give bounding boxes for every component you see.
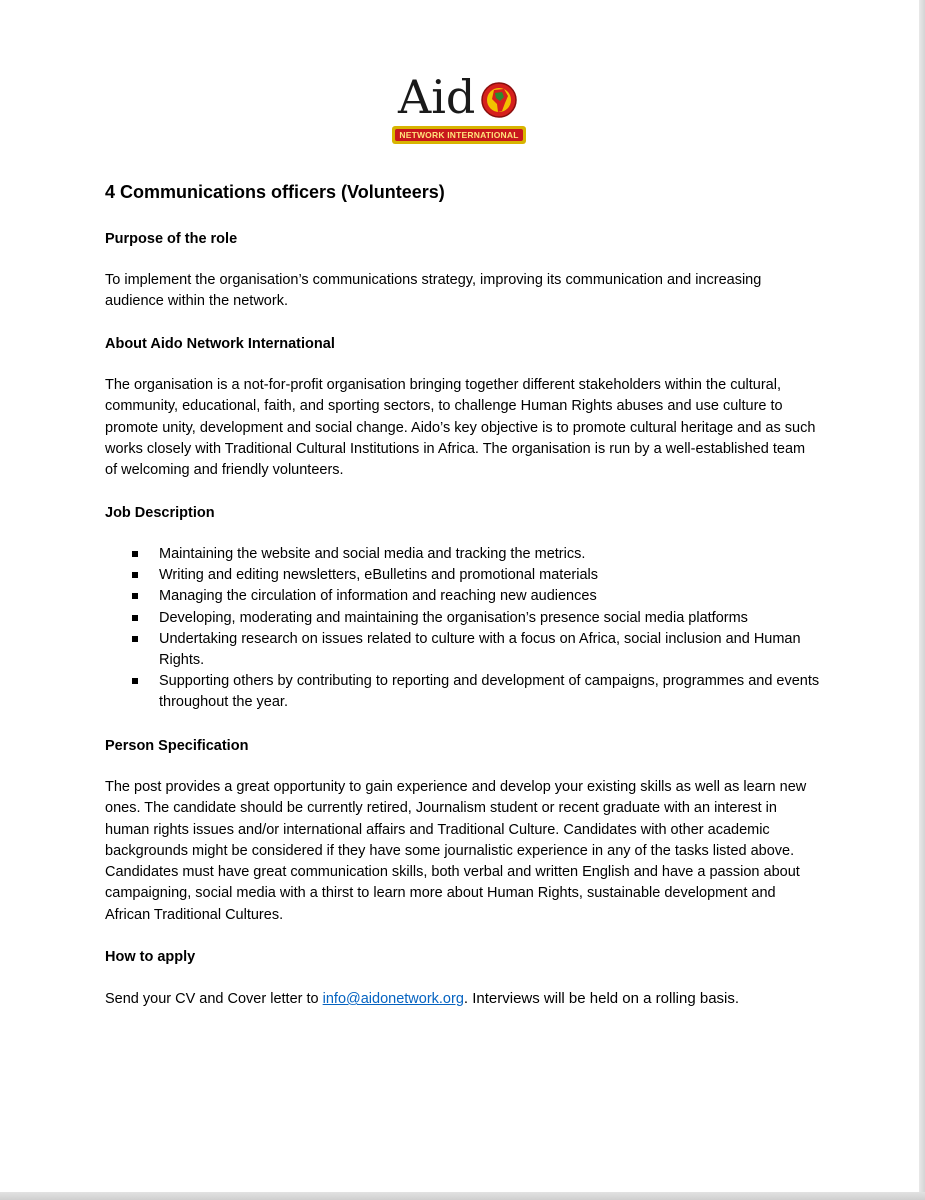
email-link[interactable]: info@aidonetwork.org [322,991,464,1007]
list-item-text: Writing and editing newsletters, eBulletins and promotional materials [159,567,598,584]
list-item-text: Maintaining the website and social media and tracking the metrics. [159,546,586,562]
bullet-icon [132,615,138,621]
list-item-text: Undertaking research on issues related to culture with a focus on Africa, social inclusion and Human Rights. [159,630,801,669]
how-to-apply-text [105,988,785,1010]
logo-banner [392,126,526,144]
job-description-list [105,544,825,714]
person-specification-heading: Person Specification [105,738,249,754]
about-text: The organisation is a not-for-profit organisation bringing together different stakeholders within the cultural, community, educational, faith, and sporting sectors, to challenge Human Rights abuses and use culture to promote unity, development and social change. Aido’s key objective is to promote cultural heritage and as such works closely with Traditional Cultural Institutions in Africa. The organisation is run by a well-established team of welcoming and friendly volunteers. [105,377,816,479]
apply-prefix: Send your CV and Cover letter to [105,991,323,1007]
how-to-apply-heading: How to apply [105,949,196,965]
purpose-heading: Purpose of the role [105,231,238,247]
list-item-text: Supporting others by contributing to reporting and development of campaigns, programmes and events throughout the year. [159,673,820,711]
job-description-heading: Job Description [105,505,215,521]
job-title: 4 Communications officers (Volunteers) [105,182,445,202]
bullet-icon [132,593,138,599]
logo-wordmark: Aid [398,70,476,124]
list-item [105,629,825,671]
person-specification-text: The post provides a great opportunity to gain experience and develop your existing skills as well as learn new ones. The candidate should be currently retired, Journalism student or recent graduate with an interest in human rights issues and/or international affairs and Traditional Culture. Candidates with other academic backgrounds might be considered if they have some journalistic experience in any of the tasks listed above. Candidates must have great communication skills, both verbal and written English and have a passion about campaigning, social media with a thirst to learn more about Human Rights, sustainable development and African Traditional Cultures. [105,779,807,923]
list-item [105,586,825,607]
about-heading: About Aido Network International [105,336,335,352]
list-item [105,544,825,565]
bullet-icon [132,572,138,578]
aido-logo [392,70,526,148]
list-item-text: Managing the circulation of information and reaching new audiences [159,588,597,605]
list-item [105,565,825,586]
purpose-text: To implement the organisation’s communications strategy, improving its communication and increasing audience within the network. [105,272,762,310]
bullet-icon [132,678,138,684]
globe-icon [480,80,518,120]
logo-banner-text: NETWORK INTERNATIONAL [395,129,523,141]
list-item-text: Developing, moderating and maintaining the organisation’s presence social media platforms [159,609,748,626]
list-item [105,671,825,713]
page-edge-right [919,0,925,1200]
bullet-icon [132,551,138,557]
page-edge-bottom [0,1192,925,1200]
list-item [105,608,825,629]
apply-suffix: . Interviews will be held on a rolling basis. [463,990,740,1007]
bullet-icon [132,636,138,642]
